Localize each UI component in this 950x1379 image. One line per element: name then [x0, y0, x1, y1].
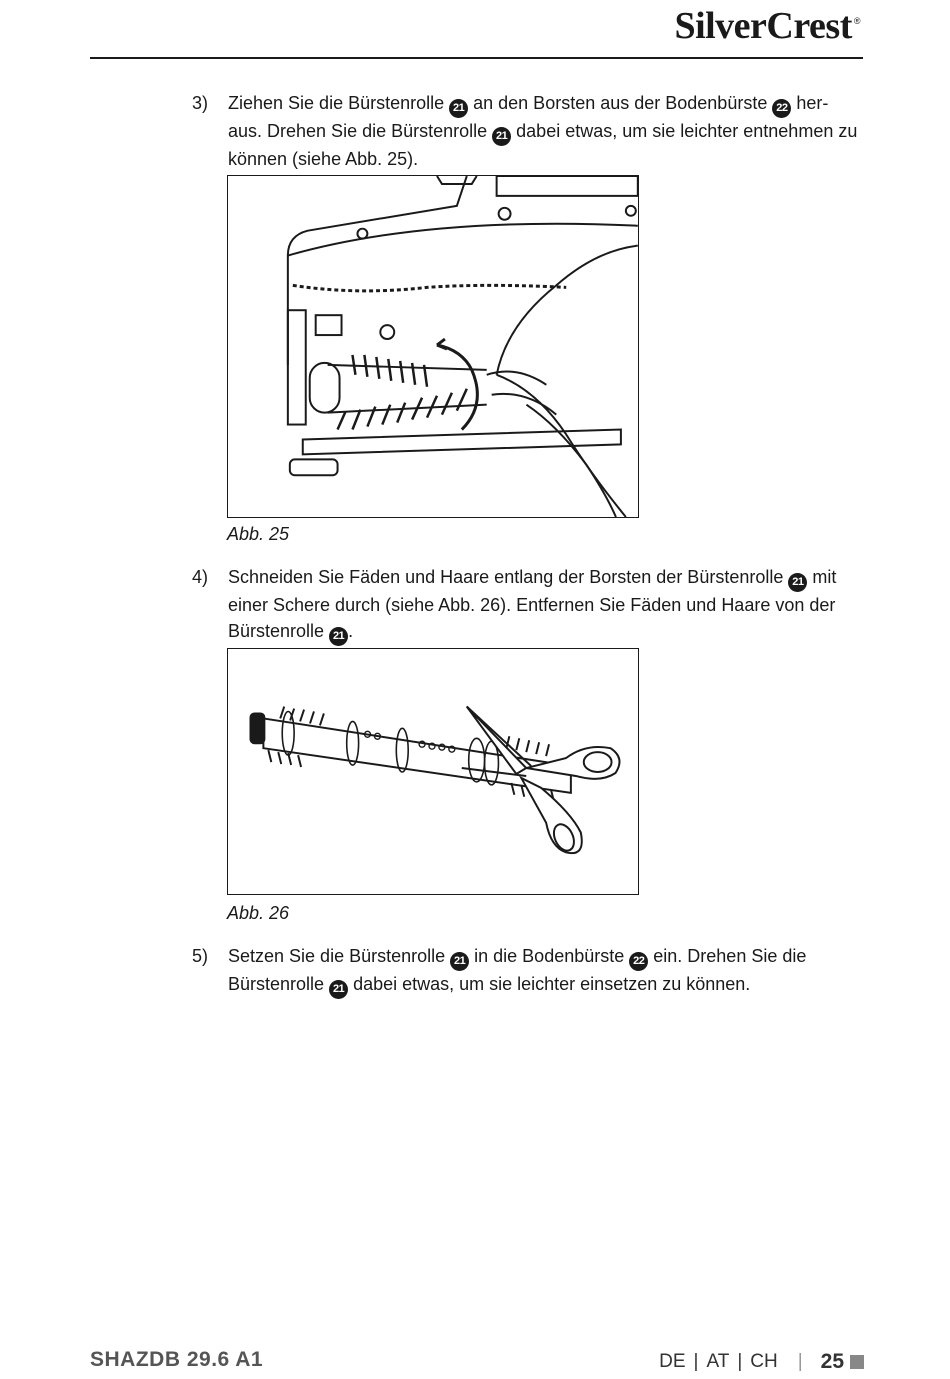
- country-at: AT: [706, 1351, 730, 1372]
- part-ref-badge: 21: [788, 573, 807, 592]
- part-ref-badge: 21: [329, 980, 348, 999]
- scissors-cutting-hair-illustration: [228, 649, 638, 894]
- footer-model: SHAZDB 29.6 A1: [90, 1348, 264, 1371]
- part-ref-badge: 21: [449, 99, 468, 118]
- step-text: Ziehen Sie die Bürstenrolle 21 an den Borsten aus der Bodenbürste 22 her-aus. Drehen Sie die Bürstenrolle 21 dabei etwas, um sie leichter entnehmen zu können (siehe Abb. 25).: [228, 93, 858, 169]
- country-ch: CH: [750, 1351, 778, 1372]
- part-ref-badge: 21: [450, 952, 469, 971]
- divider: |: [693, 1351, 699, 1372]
- figure-25: [227, 175, 639, 518]
- square-icon: [850, 1355, 864, 1369]
- step-number: 5): [192, 946, 209, 966]
- brush-roll-removal-illustration: [228, 176, 638, 517]
- part-ref-badge: 21: [492, 127, 511, 146]
- footer-nav: [659, 1350, 864, 1374]
- part-ref-badge: 22: [772, 99, 791, 118]
- step-number: 4): [192, 567, 209, 587]
- figure-caption: Abb. 25: [227, 524, 290, 544]
- step-text: Schneiden Sie Fäden und Haare entlang der Borsten der Bürstenrolle 21 mit einer Schere durch (siehe Abb. 26). Entfernen Sie Fäden und Haare von der Bürstenrolle 21 .: [228, 564, 862, 646]
- step-number: 3): [192, 93, 209, 113]
- header-rule: [90, 57, 863, 59]
- step-3: [192, 90, 862, 172]
- step-4: [192, 564, 862, 646]
- step-5: [192, 943, 862, 999]
- country-de: DE: [659, 1351, 686, 1372]
- figure-caption: Abb. 26: [227, 903, 290, 923]
- divider: |: [737, 1351, 743, 1372]
- divider: |: [797, 1351, 803, 1372]
- part-ref-badge: 21: [329, 627, 348, 646]
- part-ref-badge: 22: [629, 952, 648, 971]
- figure-26: [227, 648, 639, 895]
- page-number: 25: [820, 1350, 844, 1373]
- brand-logo: SilverCrest ®: [674, 5, 860, 47]
- step-text: Setzen Sie die Bürstenrolle 21 in die Bodenbürste 22 ein. Drehen Sie die Bürstenrolle 21 dabei etwas, um sie leichter einsetzen zu können.: [228, 943, 862, 999]
